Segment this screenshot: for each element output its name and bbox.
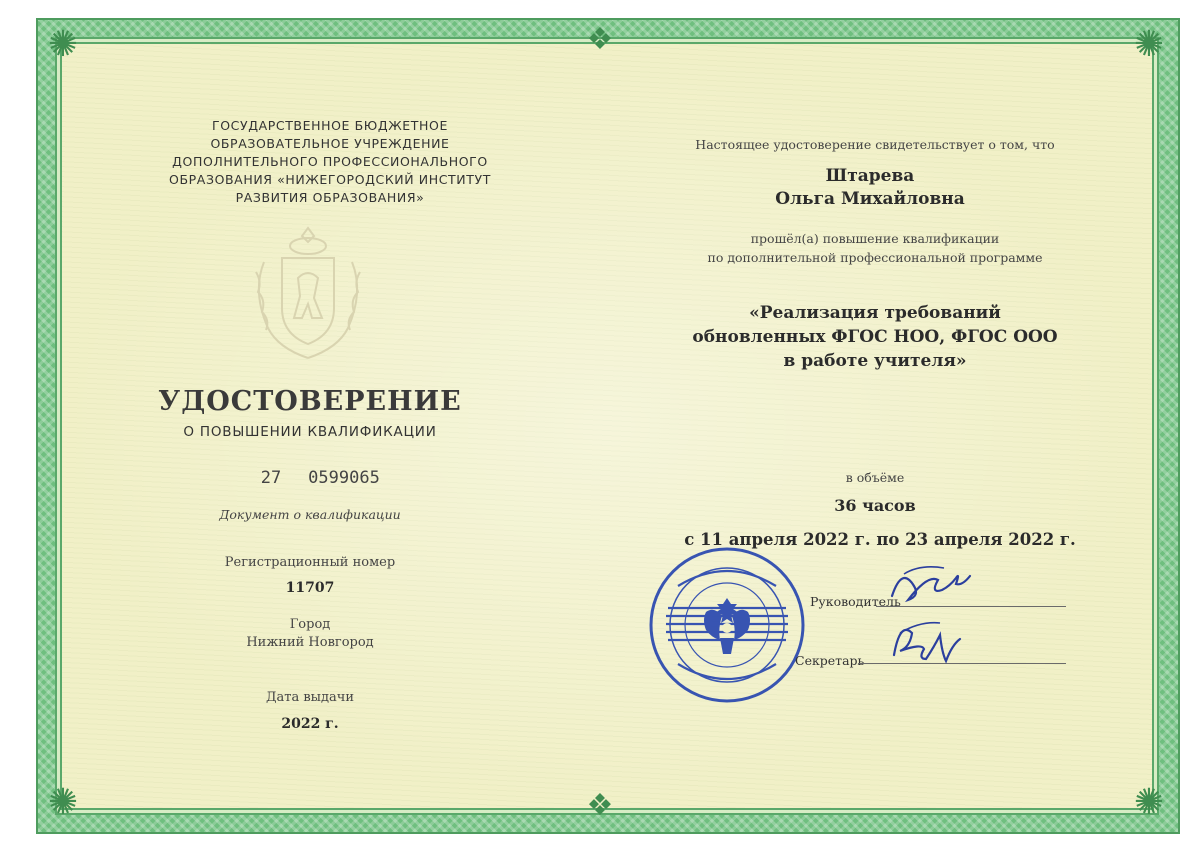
institution-line: ДОПОЛНИТЕЛЬНОГО ПРОФЕССИОНАЛЬНОГО — [172, 154, 488, 169]
course-statement-line: прошёл(а) повышение квалификации — [750, 231, 1000, 246]
program-title-line: в работе учителя» — [783, 351, 967, 371]
corner-ornament-icon: ✺ — [47, 782, 79, 823]
border-ornament-icon: ❖ — [586, 788, 614, 823]
issue-date-value: 2022 г. — [281, 716, 339, 732]
registration-number: 11707 — [285, 580, 335, 596]
city-label: Город — [289, 617, 331, 632]
city-value: Нижний Новгород — [246, 635, 374, 650]
volume-label: в объёме — [845, 470, 905, 485]
document-subtitle: О ПОВЫШЕНИИ КВАЛИФИКАЦИИ — [183, 424, 437, 440]
head-signature-label: Руководитель — [810, 594, 901, 609]
issue-date-label: Дата выдачи — [265, 690, 355, 705]
registration-label: Регистрационный номер — [224, 555, 396, 570]
secretary-signature-label: Секретарь — [795, 653, 865, 668]
volume-hours: 36 часов — [834, 496, 916, 515]
holder-given-names: Ольга Михайловна — [775, 189, 965, 209]
issuing-institution — [140, 117, 520, 207]
border-ornament-icon: ❖ — [586, 22, 614, 57]
corner-ornament-icon: ✺ — [47, 24, 79, 65]
course-period: с 11 апреля 2022 г. по 23 апреля 2022 г. — [684, 530, 1076, 549]
coat-of-arms-emblem-icon — [242, 222, 374, 362]
course-statement-line: по дополнительной профессиональной программе — [707, 250, 1043, 265]
institution-line: РАЗВИТИЯ ОБРАЗОВАНИЯ» — [235, 190, 425, 205]
institution-line: ГОСУДАРСТВЕННОЕ БЮДЖЕТНОЕ — [212, 118, 448, 133]
official-seal-stamp — [648, 546, 806, 704]
program-title-line: «Реализация требований — [749, 303, 1001, 323]
corner-ornament-icon: ✺ — [1133, 782, 1165, 823]
document-series: 27 — [260, 468, 282, 488]
head-handwritten-signature — [886, 560, 976, 610]
institution-line: ОБРАЗОВАНИЯ «НИЖЕГОРОДСКИЙ ИНСТИТУТ — [169, 172, 491, 187]
holder-surname: Штарева — [825, 166, 915, 186]
corner-ornament-icon: ✺ — [1133, 24, 1165, 65]
document-number: 0599065 — [308, 468, 380, 488]
double-headed-eagle-icon — [704, 598, 750, 654]
program-title-line: обновленных ФГОС НОО, ФГОС ООО — [692, 327, 1058, 347]
secretary-handwritten-signature — [886, 615, 966, 670]
certification-intro: Настоящее удостоверение свидетельствует о том, что — [695, 137, 1055, 152]
document-title: УДОСТОВЕРЕНИЕ — [158, 386, 462, 417]
institution-line: ОБРАЗОВАТЕЛЬНОЕ УЧРЕЖДЕНИЕ — [210, 136, 450, 151]
document-type: Документ о квалификации — [219, 507, 401, 522]
program-title — [640, 301, 1110, 373]
